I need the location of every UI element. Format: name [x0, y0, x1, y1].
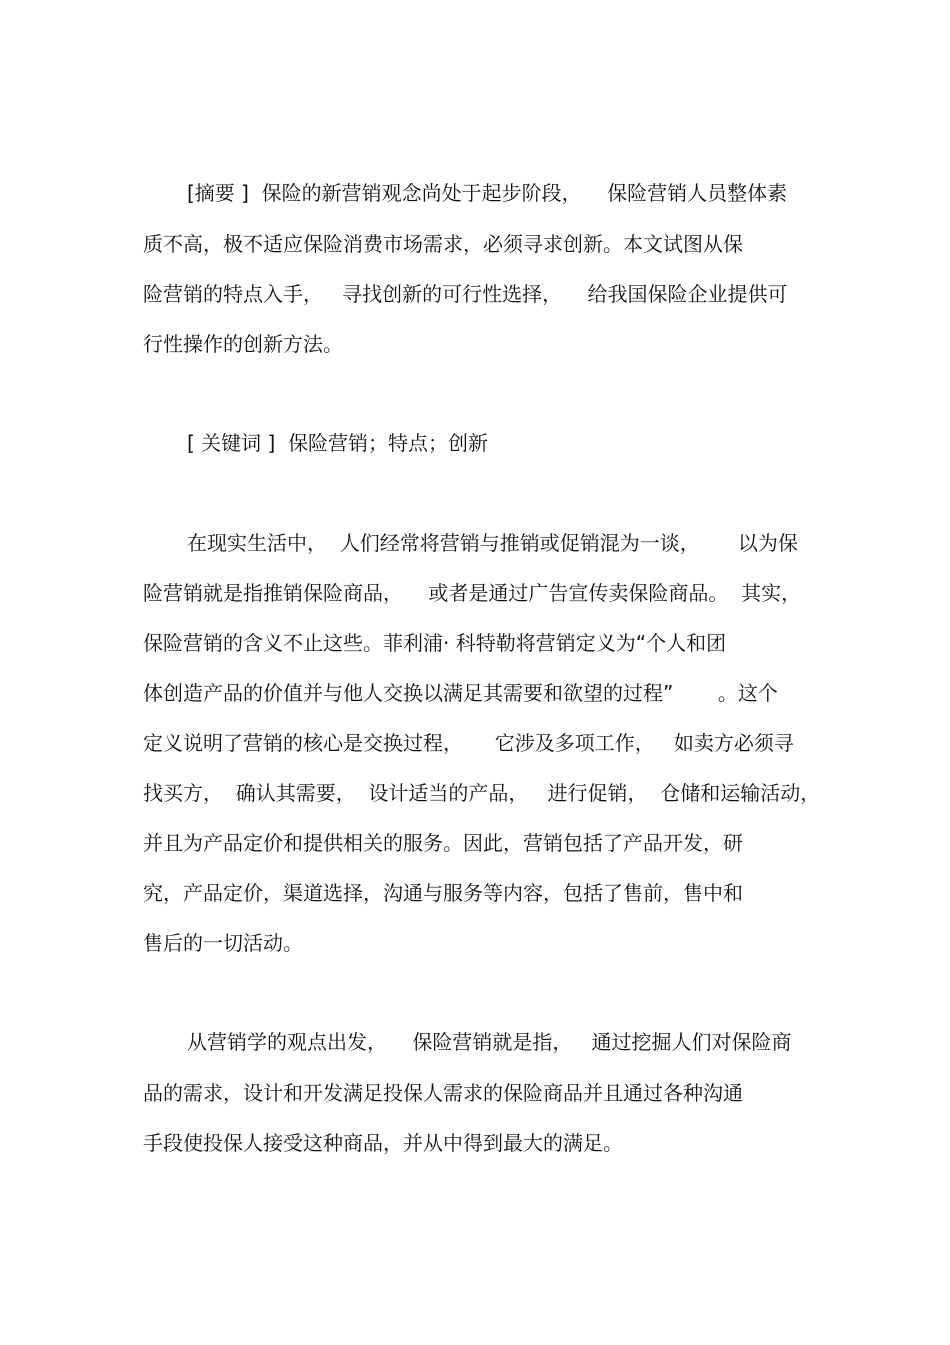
body1-line-6: 找买方， 确认其需要， 设计适当的产品， 进行促销， 仓储和运输活动，: [143, 781, 821, 805]
keywords-line-1: [ 关键词 ] 保险营销；特点；创新: [187, 431, 489, 455]
body1-line-4: 体创造产品的价值并与他人交换以满足其需要和欲望的过程” 。这个: [143, 681, 778, 705]
body1-line-5: 定义说明了营销的核心是交换过程， 它涉及多项工作， 如卖方必须寻: [143, 731, 794, 755]
abstract-line-1: [摘要 ] 保险的新营销观念尚处于起步阶段， 保险营销人员整体素: [187, 181, 788, 205]
body1-line-7: 并且为产品定价和提供相关的服务。因此，营销包括了产品开发，研: [143, 831, 743, 855]
abstract-line-2: 质不高，极不适应保险消费市场需求，必须寻求创新。本文试图从保: [143, 232, 743, 256]
abstract-line-4: 行性操作的创新方法。: [143, 332, 343, 356]
body1-line-1: 在现实生活中， 人们经常将营销与推销或促销混为一谈， 以为保: [187, 531, 798, 555]
body2-line-3: 手段使投保人接受这种商品，并从中得到最大的满足。: [143, 1131, 623, 1155]
body1-line-2: 险营销就是指推销保险商品， 或者是通过广告宣传卖保险商品。 其实，: [143, 581, 802, 605]
body1-line-8: 究，产品定价，渠道选择，沟通与服务等内容，包括了售前，售中和: [143, 881, 743, 905]
body2-line-1: 从营销学的观点出发， 保险营销就是指， 通过挖掘人们对保险商: [187, 1030, 792, 1054]
body2-line-2: 品的需求，设计和开发满足投保人需求的保险商品并且通过各种沟通: [143, 1081, 743, 1105]
body1-line-9: 售后的一切活动。: [143, 931, 303, 955]
abstract-line-3: 险营销的特点入手， 寻找创新的可行性选择， 给我国保险企业提供可: [143, 282, 788, 306]
body1-line-3: 保险营销的含义不止这些。菲利浦· 科特勒将营销定义为“个人和团: [143, 631, 727, 655]
